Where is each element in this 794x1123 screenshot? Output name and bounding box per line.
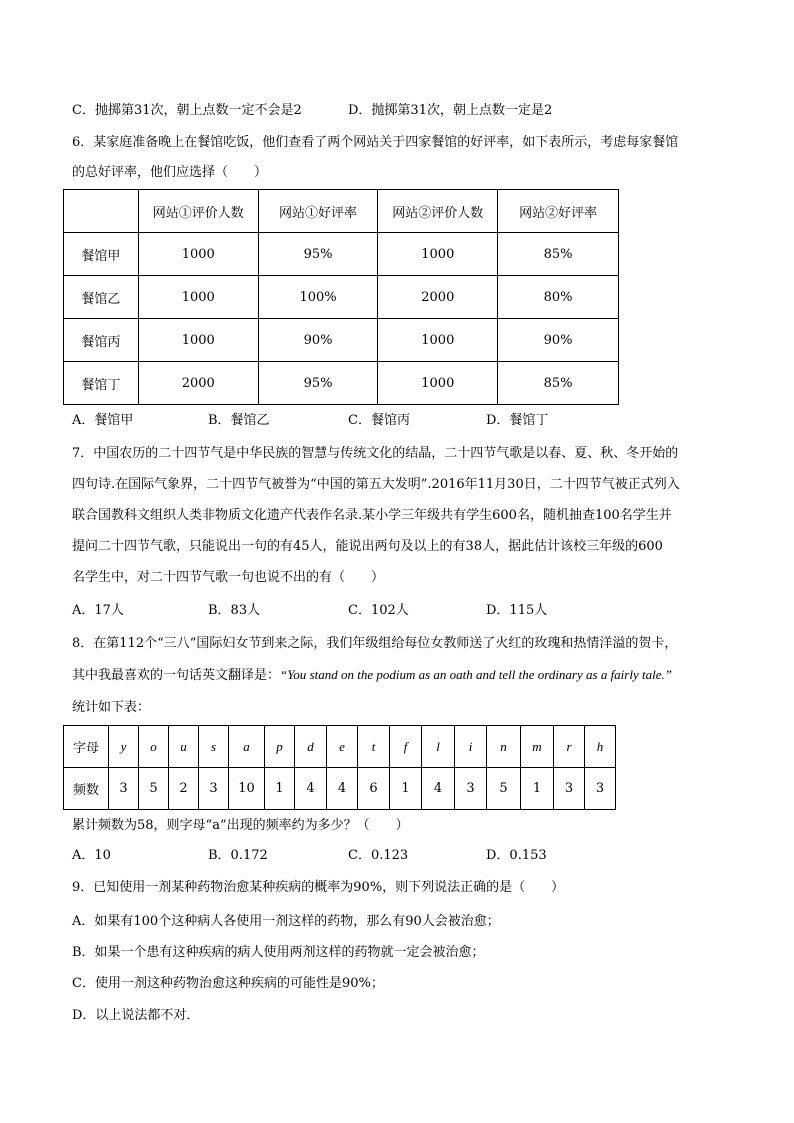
count-cell: 3 — [554, 768, 585, 810]
table-cell: 1000 — [378, 319, 498, 362]
row-label-frequency: 频数 — [64, 768, 109, 810]
q7-option-b: B．83人 — [208, 603, 261, 618]
restaurant-rating-table — [63, 189, 619, 405]
letter-cell: h — [585, 726, 616, 768]
q7-option-c: C．102人 — [348, 603, 409, 618]
q8-stem-line-3: 统计如下表： — [72, 700, 151, 715]
count-cell: 1 — [265, 768, 295, 810]
table-cell: 餐馆甲 — [64, 233, 139, 276]
q7-stem-line-5: 名学生中，对二十四节气歌一句也说不出的有（ ） — [72, 570, 385, 585]
table-cell: 1000 — [138, 233, 258, 276]
letter-row — [64, 726, 616, 768]
table-cell: 2000 — [138, 362, 258, 405]
q8-stem-prefix: 其中我最喜欢的一句话英文翻译是： — [72, 668, 281, 683]
count-cell: 3 — [109, 768, 139, 810]
q9-stem: 9．已知使用一剂某种药物治愈某种疾病的概率为90%，则下列说法正确的是（ ） — [72, 880, 565, 895]
table-cell: 1000 — [378, 233, 498, 276]
count-cell: 4 — [327, 768, 358, 810]
frequency-row — [64, 768, 616, 810]
table-cell: 1000 — [138, 276, 258, 319]
header-cell: 网站②评价人数 — [378, 190, 498, 233]
header-cell — [64, 190, 139, 233]
table-cell: 餐馆乙 — [64, 276, 139, 319]
count-cell: 4 — [422, 768, 455, 810]
q8-stem-line-2 — [72, 666, 672, 685]
q8-option-b: B．0.172 — [208, 848, 268, 863]
count-cell: 4 — [295, 768, 327, 810]
table-row — [64, 319, 619, 362]
q7-stem-line-3: 联合国教科文组织人类非物质文化遗产代表作名录.某小学三年级共有学生600名，随机抽查100名学生并 — [72, 508, 672, 523]
table-header-row — [64, 190, 619, 233]
letter-cell: i — [455, 726, 487, 768]
letter-cell: e — [327, 726, 358, 768]
q6-stem-line-2: 的总好评率，他们应选择（ ） — [72, 165, 268, 180]
q7-stem-line-1: 7．中国农历的二十四节气是中华民族的智慧与传统文化的结晶，二十四节气歌是以春、夏、秋、冬开始的 — [72, 446, 679, 461]
letter-cell: y — [109, 726, 139, 768]
q9-option-a: A．如果有100个这种病人各使用一剂这样的药物，那么有90人会被治愈； — [72, 914, 500, 929]
count-cell: 6 — [358, 768, 390, 810]
table-cell: 1000 — [378, 362, 498, 405]
count-cell: 3 — [455, 768, 487, 810]
table-cell: 95% — [258, 362, 378, 405]
letter-cell: d — [295, 726, 327, 768]
letter-cell: u — [169, 726, 199, 768]
table-cell: 90% — [258, 319, 378, 362]
letter-cell: p — [265, 726, 295, 768]
table-row — [64, 362, 619, 405]
row-label-letters: 字母 — [64, 726, 109, 768]
q6-option-a: A．餐馆甲 — [72, 413, 134, 428]
table-row — [64, 276, 619, 319]
letter-cell: l — [422, 726, 455, 768]
q5-option-d: D．抛掷第31次，朝上点数一定是2 — [348, 103, 553, 118]
letter-cell: a — [229, 726, 265, 768]
q7-stem-line-2: 四句诗.在国际气象界，二十四节气被誉为“中国的第五大发明”.2016年11月30日，二十四节气被正式列入 — [72, 477, 680, 492]
q7-option-d: D．115人 — [486, 603, 548, 618]
count-cell: 5 — [487, 768, 521, 810]
q8-stem-line-1: 8．在第112个“三八”国际妇女节到来之际，我们年级组给每位女教师送了火红的玫瑰和热情洋溢的贺卡， — [72, 636, 678, 651]
header-cell: 网站②好评率 — [498, 190, 619, 233]
table-row — [64, 233, 619, 276]
letter-cell: s — [199, 726, 229, 768]
q6-option-d: D．餐馆丁 — [486, 413, 549, 428]
letter-frequency-table — [63, 725, 616, 810]
letter-cell: o — [139, 726, 169, 768]
table-cell: 餐馆丁 — [64, 362, 139, 405]
letter-cell: n — [487, 726, 521, 768]
letter-cell: r — [554, 726, 585, 768]
header-cell: 网站①评价人数 — [138, 190, 258, 233]
letter-cell: m — [521, 726, 554, 768]
q9-option-d: D．以上说法都不对． — [72, 1008, 200, 1023]
table-cell: 95% — [258, 233, 378, 276]
count-cell: 1 — [390, 768, 422, 810]
q7-option-a: A．17人 — [72, 603, 124, 618]
header-cell: 网站①好评率 — [258, 190, 378, 233]
q9-option-b: B．如果一个患有这种疾病的病人使用两剂这样的药物就一定会被治愈； — [72, 945, 485, 960]
q6-stem-line-1: 6．某家庭准备晚上在餐馆吃饭，他们查看了两个网站关于四家餐馆的好评率，如下表所示，考虑每家餐馆 — [72, 135, 679, 150]
q6-option-c: C．餐馆丙 — [348, 413, 410, 428]
count-cell: 10 — [229, 768, 265, 810]
letter-cell: f — [390, 726, 422, 768]
table-cell: 90% — [498, 319, 619, 362]
table-cell: 2000 — [378, 276, 498, 319]
table-cell: 85% — [498, 362, 619, 405]
letter-cell: t — [358, 726, 390, 768]
count-cell: 1 — [521, 768, 554, 810]
table-cell: 85% — [498, 233, 619, 276]
table-cell: 1000 — [138, 319, 258, 362]
q9-option-c: C．使用一剂这种药物治愈这种疾病的可能性是90%； — [72, 976, 384, 991]
q8-option-a: A．10 — [72, 848, 111, 863]
count-cell: 3 — [585, 768, 616, 810]
count-cell: 3 — [199, 768, 229, 810]
count-cell: 5 — [139, 768, 169, 810]
table-cell: 餐馆丙 — [64, 319, 139, 362]
table-cell: 100% — [258, 276, 378, 319]
q7-stem-line-4: 提问二十四节气歌，只能说出一句的有45人，能说出两句及以上的有38人，据此估计该校三年级的600 — [72, 539, 663, 554]
count-cell: 2 — [169, 768, 199, 810]
q8-option-c: C．0.123 — [348, 848, 409, 863]
table-cell: 80% — [498, 276, 619, 319]
q8-question: 累计频数为58，则字母“a”出现的频率约为多少？（ ） — [72, 818, 409, 833]
q6-option-b: B．餐馆乙 — [208, 413, 270, 428]
q8-option-d: D．0.153 — [486, 848, 547, 863]
q5-option-c: C．抛掷第31次，朝上点数一定不会是2 — [72, 103, 302, 118]
q8-english-quote: “You stand on the podium as an oath and tell the ordinary as a fairly tale.” — [280, 667, 672, 682]
